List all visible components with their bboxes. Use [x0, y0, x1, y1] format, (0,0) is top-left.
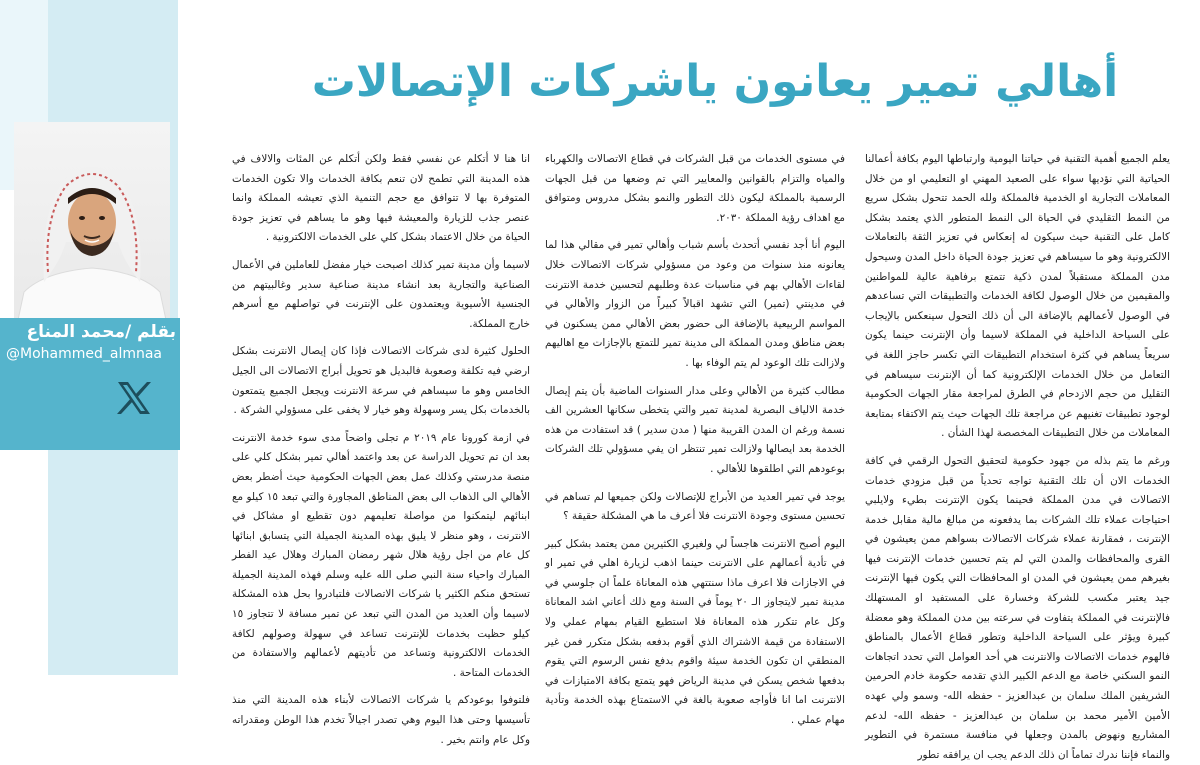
paragraph: فلتوفوا بوعودكم يا شركات الاتصالات لأبناء هذه المدينة التي منذ تأسيسها وحتى هذا اليوم وهي تصدر اجيالاً تخدم هذا الوطن ومقدراته وكل عام وانتم بخير .	[232, 694, 530, 746]
paragraph: انا هنا لا أتكلم عن نفسي فقط ولكن أتكلم عن المئات والالاف في هذه المدينة التي تطمح لان تنعم بكافة الخدمات والا تكون الخدمات المتوفرة بها لا تتوافق مع حجم التنمية الذي تعيشه المملكة وانما عنصر جذب للزيارة والمعيشة فيها وهو ما يساهم في تعزيز جودة الحياة من خلال الاعتماد بشكل كلي على الخدمات الالكترونية .	[232, 153, 530, 244]
author-handle[interactable]: @Mohammed_almnaa	[6, 346, 163, 362]
paragraph: يوجد في تمير العديد من الأبراج للإتصالات ولكن جميعها لم تساهم في تحسين مستوى وجودة الانترنت فلا أعرف ما هي المشكلة حقيقة ؟	[545, 490, 845, 523]
paragraph: اليوم أصبح الانترنت هاجساً لي ولغيري الكثيرين ممن يعتمد بشكل كبير في تأدية أعمالهم على الانترنت حينما اذهب لزيارة اهلي في تمير او في الاجازات فلا اعرف ماذا سنتتهي هذه المعاناة علماً ان جلوسي في مدينة تمير لايتجاوز الـ ٢٠ يوماً في السنة ومع ذلك أعاني اشد المعاناة وكل عام تتكرر هذه المعاناة فلا استطيع القيام بمهام عملي ولا الاستفادة من قيمة الاشتراك الذي أقوم بدفعه بشكل متكرر فمن غير المنطقي ان تكون الخدمة سيئة واقوم بدفع نفس الرسوم التي يقوم بدفعها شخص يسكن في مدينة الرياض فهو يتمتع بكافة الامتيازات في الانترنت اما انا فأواجه صعوبة بالغة في الاستمتاع بهذه الخدمة وتأدية مهام عملي .	[545, 537, 845, 727]
article-column-2	[545, 150, 845, 727]
paragraph: مطالب كثيرة من الأهالي وعلى مدار السنوات الماضية بأن يتم إيصال خدمة الالياف البصرية لمدينة تمير والتي يتخطى سكانها العشرين الف نسمة ورغم ان المدن القريبة منها ( مدن سدير ) قد استفادت من هذه الخدمة بعد ايصالها ولازالت تمير تنتظر ان يفي مسؤولي تلك الشركات بوعودهم التي اطلقوها للأهالي .	[545, 384, 845, 475]
paragraph: لاسيما وأن مدينة تمير كذلك اصبحت خيار مفضل للعاملين في الأعمال الصناعية والتجارية بعد انشاء مدينة صناعية سدير وغالبيتهم من الجنسية الأسيوية ويعتمدون على الإنترنت في تواصلهم مع أسرهم خارج المملكة.	[232, 258, 530, 330]
paragraph: اليوم أنا أجد نفسي أتحدث بأسم شباب وأهالي تمير في مقالي هذا لما يعانونه منذ سنوات من وعود من مسؤولي شركات الاتصالات خلال لقاءات الأهالي بهم في مناسبات عدة وطلبهم لتحسين خدمة الانترنت في مدينتي (تمير) التي تشهد اقبالاً كبيراً من الزوار والأهالي في المواسم الربيعية بالإضافة الى حضور بعض الأهالي ممن يسكنون في بعض مناطق ومدن المملكة الى مدينة تمير للتمتع بالإجازات مع اهاليهم ولازالت تلك الوعود لم يتم الوفاء بها .	[545, 239, 845, 369]
paragraph: الحلول كثيرة لدى شركات الاتصالات فإذا كان إيصال الانترنت بشكل ارضي فيه تكلفة وصعوبة فالبديل هو تحويل أبراج الاتصالات الى الجيل الخامس وهو ما سيساهم في سرعة الانترنت ويجعل الجميع يتمتعون بالخدمات بكل يسر وسهولة وهو خيار لا يخفى على مسؤولي الشركة .	[232, 345, 530, 417]
paragraph: في ازمة كورونا عام ٢٠١٩ م تجلى واضحاً مدى سوء خدمة الانترنت بعد ان تم تحويل الدراسة عن بعد واعتمد أهالي تمير بشكل كلي على منصة مدرستي وكذلك عمل بعض الجهات الحكومية حيث أضطر بعض الأهالي الى الذهاب الى بعض المناطق المجاورة والتي تبعد ١٥ كيلو مع ابنائهم ليتمكنوا من مواصلة تعليمهم دون تقطيع او مشاكل في الانترنت ، وهو منظر لا يليق بهذه المدينة الجميلة التي يتسابق ابنائها كل عام من اجل رؤية هلال شهر رمضان المبارك وهلال عيد الفطر المبارك واحياء سنة النبي صلى الله عليه وسلم فهذه المدينة الجميلة تستحق منكم الكثير يا شركات الاتصالات فلتبادروا بحل هذه المشكلة لاسيما وأن العديد من المدن التي تبعد عن تمير مسافة لا تتجاوز ١٥ كيلو حظيت بخدمات للإنترنت تساعد في سهولة وصولهم لكافة الخدمات الالكترونية وتساعد من تأديتهم لأعمالهم والاستفادة من الخدمات المتاحة .	[232, 431, 531, 679]
article-headline: أهالي تمير يعانون ياشركات الإتصالات	[311, 56, 1119, 107]
author-photo	[14, 122, 170, 320]
x-logo-icon[interactable]	[114, 378, 154, 418]
article-column-3	[232, 150, 531, 746]
article-column-1	[865, 150, 1170, 761]
paragraph: في مستوى الخدمات من قبل الشركات في قطاع الاتصالات والكهرباء والمياه والتزام بالقوانين والمعايير التي تم وضعها من قبل الجهات الرسمية بالمملكة ليكون ذلك التطور والنمو بشكل مدروس ومتوافق مع اهداف رؤية المملكة ٢٠٣٠.	[545, 153, 845, 224]
author-byline: بقلم /محمد المناع	[26, 322, 176, 342]
paragraph: يعلم الجميع أهمية التقنية في حياتنا اليومية وارتباطها اليوم بكافة أعمالنا الحياتية التي نؤديها سواء على الصعيد المهني او التعليمي او من خلال المعاملات التجارية او الخدمية فالمملكة ولله الحمد تتحول بشكل سريع من النمط التقليدي في الحياة الى النمط المتطور الذي يعتمد بشكل كامل على التقنية حيث سيكون له إنعكاس في تعزيز الثقة بالتعاملات الالكترونية وهو ما سيساهم في تعزيز جودة الحياة داخل المدن وسيحول مدن المملكة مستقبلاً لمدن ذكية تتمتع برفاهية عالية للمواطنين والمقيمين من خلال الوصول لكافة الخدمات والتطبيقات التي تساعدهم في الوصول لأعمالهم بالإضافة الى أن ذلك التحول سينعكس بالإيجاب على السياحة الداخلية في المملكة لاسيما وأن الإنترنت حينما يكون سريعاً يساهم في كثرة استخدام التطبيقات التي تكسر حاجز اللغة في التعامل من خلال الخدمات الإلكترونية كما أن الإنترنت سيساهم في التقليل من حجم الازدحام في الطرق لمراجعة مقار الجهات الحكومية لوجود تطبيقات تغنيهم عن مراجعة تلك الجهات حيث يتم الاكتفاء بمتابعة المعاملات من خلال التطبيقات المخصصة لهذا الشأن .	[865, 153, 1170, 440]
paragraph: ورغم ما يتم بذله من جهود حكومية لتحقيق التحول الرقمي في كافة الخدمات الان أن تلك التقنية تواجه تحدياً من قبل مزودي خدمات الاتصالات في مدن المملكة فحينما يكون الإنترنت بطيء ولايلبي احتياجات عملاء تلك الشركات بما يدفعونه من مبالغ مالية مقابل خدمة الإنترنت ، فمقارنة عملاء شركات الاتصالات بسواهم ممن يعيشون في القرى والمحافظات والمدن التي لم يتم تحسين خدمات الإنترنت فيها بغيرهم ممن يعيشون في المدن او المحافظات التي يكون فيها الإنترنت جيد يعتبر مكسب للشركة وخسارة على المستفيد او المستهلك فالإنترنت في المملكة يتفاوت في سرعته بين مدن المملكة وهو معضلة كبيرة ويؤثر على السياحة الداخلية وتطور قطاع الأعمال بالمناطق فالهوم خدمات الاتصالات والانترنت هي أحد العوامل التي تحدد اتجاهات النمو السكني خاصة مع الدعم الكبير الذي تقدمه حكومة خادم الحرمين الشريفين الملك سلمان بن عبدالعزيز - حفظه الله- وسمو ولي عهده الأمين الأمير محمد بن سلمان بن عبدالعزيز - حفظه الله- لدعم المشاريع ونهوض بالمدن وجعلها في منافسة مستمرة في التطوير والنماء فإننا ندرك تماماً ان ذلك الدعم يجب ان يرافقه تطور	[865, 454, 1170, 761]
